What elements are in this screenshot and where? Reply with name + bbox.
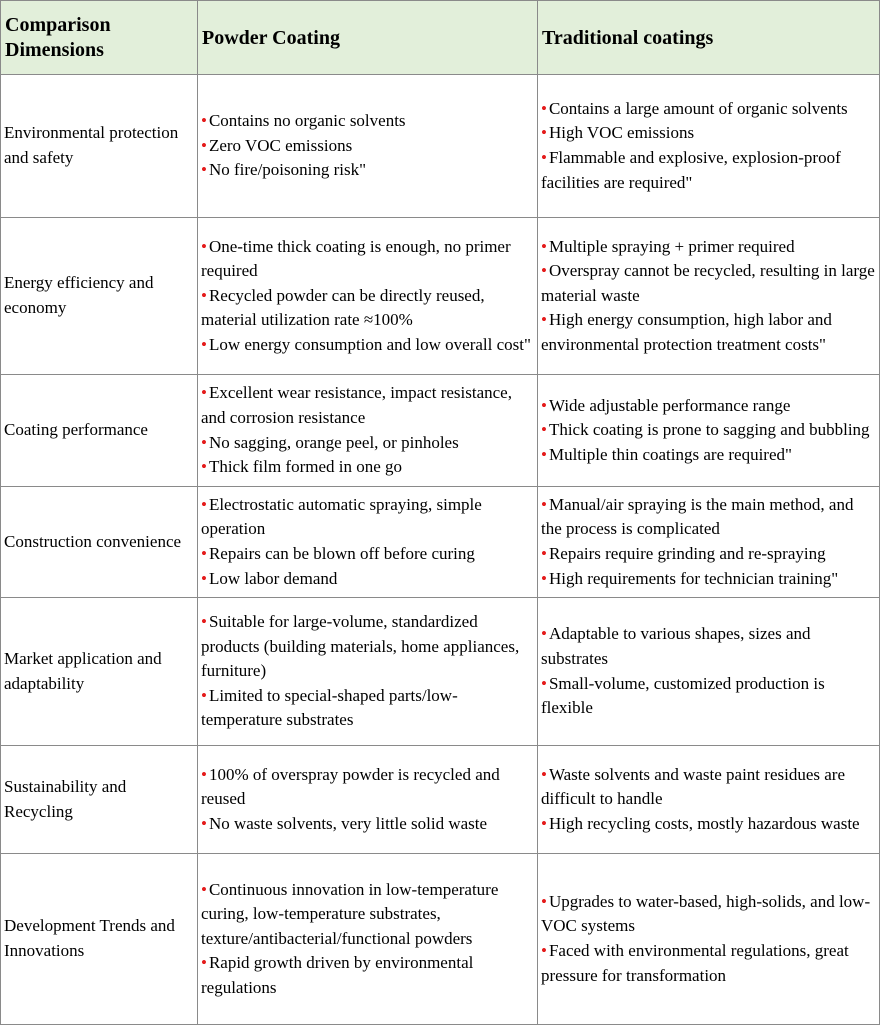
dimension-cell: Energy efficiency and economy (1, 218, 198, 375)
bullet-text: Contains no organic solvents (208, 111, 406, 131)
bullet-text: Thick coating is prone to sagging and bubbling (548, 420, 870, 440)
bullet-dot-icon: • (201, 383, 207, 403)
bullet-dot-icon: • (201, 685, 207, 705)
bullet-item (541, 308, 876, 357)
bullet-dot-icon: • (541, 941, 547, 960)
bullet-item (201, 333, 534, 358)
bullet-item (201, 109, 534, 134)
bullet-text: Multiple spraying + primer required (548, 236, 795, 256)
dimension-cell: Market application and adaptability (1, 598, 198, 746)
bullet-item (201, 134, 534, 159)
bullet-dot-icon: • (541, 891, 547, 911)
dimension-cell: Development Trends and Innovations (1, 854, 198, 1025)
bullet-item (541, 146, 876, 195)
bullet-dot-icon: • (541, 568, 547, 588)
bullet-text: Zero VOC emissions (208, 135, 353, 155)
powder-coating-cell (198, 746, 538, 854)
bullet-text: Limited to special-shaped parts/low-temperature substrates (201, 685, 458, 730)
bullet-item (201, 455, 534, 480)
bullet-dot-icon: • (541, 420, 547, 440)
bullet-text: Adaptable to various shapes, sizes and substrates (541, 624, 811, 668)
bullet-text: No sagging, orange peel, or pinholes (208, 432, 459, 452)
bullet-dot-icon: • (201, 544, 207, 563)
bullet-text: One-time thick coating is enough, no primer required (201, 236, 511, 281)
bullet-dot-icon: • (541, 673, 547, 693)
dimension-cell: Coating performance (1, 375, 198, 487)
powder-coating-cell (198, 218, 538, 375)
bullet-text: High VOC emissions (548, 123, 695, 143)
powder-coating-cell (198, 854, 538, 1025)
traditional-coating-cell (538, 375, 880, 487)
traditional-coating-cell (538, 218, 880, 375)
dimension-cell: Sustainability and Recycling (1, 746, 198, 854)
bullet-item (201, 284, 534, 333)
bullet-text: Repairs require grinding and re-spraying (548, 544, 826, 563)
bullet-dot-icon: • (541, 444, 547, 464)
bullet-text: High energy consumption, high labor and environmental protection treatment costs" (541, 310, 832, 354)
bullet-dot-icon: • (541, 764, 547, 784)
bullet-dot-icon: • (201, 236, 207, 256)
bullet-item (541, 672, 876, 721)
bullet-dot-icon: • (541, 236, 547, 256)
bullet-text: High requirements for technician training" (548, 568, 839, 588)
bullet-item (541, 121, 876, 146)
bullet-text: High recycling costs, mostly hazardous waste (548, 813, 860, 833)
bullet-text: Excellent wear resistance, impact resistance, and corrosion resistance (201, 383, 512, 427)
bullet-dot-icon: • (541, 494, 547, 514)
bullet-item (201, 235, 534, 284)
powder-coating-cell (198, 75, 538, 218)
bullet-dot-icon: • (201, 135, 207, 155)
bullet-dot-icon: • (541, 310, 547, 330)
bullet-item (541, 939, 876, 988)
bullet-dot-icon: • (201, 432, 207, 452)
traditional-coating-cell (538, 75, 880, 218)
bullet-item (201, 878, 534, 952)
header-traditional-coatings: Traditional coatings (538, 1, 880, 75)
bullet-text: Small-volume, customized production is flexible (541, 673, 825, 718)
bullet-item (541, 443, 876, 468)
traditional-coating-cell (538, 487, 880, 598)
bullet-item (201, 158, 534, 183)
bullet-dot-icon: • (541, 98, 547, 118)
bullet-item (541, 418, 876, 443)
bullet-text: Thick film formed in one go (208, 457, 403, 477)
table-row (1, 75, 880, 218)
bullet-text: Low energy consumption and low overall cost" (208, 334, 531, 354)
bullet-item (541, 622, 876, 671)
header-powder-coating: Powder Coating (198, 1, 538, 75)
bullet-dot-icon: • (201, 612, 207, 632)
table-body (1, 75, 880, 1025)
powder-coating-cell (198, 598, 538, 746)
bullet-dot-icon: • (201, 457, 207, 477)
bullet-dot-icon: • (201, 879, 207, 899)
bullet-text: Repairs can be blown off before curing (208, 544, 475, 563)
bullet-item (541, 259, 876, 308)
table-row (1, 854, 880, 1025)
bullet-item (201, 684, 534, 733)
bullet-dot-icon: • (541, 395, 547, 415)
bullet-text: Multiple thin coatings are required" (548, 444, 792, 464)
bullet-text: Contains a large amount of organic solvents (548, 98, 848, 118)
powder-coating-cell (198, 375, 538, 487)
bullet-text: Upgrades to water-based, high-solids, and low-VOC systems (541, 891, 871, 936)
bullet-text: Wide adjustable performance range (548, 395, 791, 415)
bullet-text: Continuous innovation in low-temperature curing, low-temperature substrates, texture/antibacterial/functional powders (201, 879, 499, 948)
dimension-cell: Construction convenience (1, 487, 198, 598)
bullet-text: Suitable for large-volume, standardized products (building materials, home appliances, furniture) (201, 612, 520, 681)
bullet-text: Flammable and explosive, explosion-proof facilities are required" (541, 148, 841, 192)
bullet-text: No waste solvents, very little solid waste (208, 813, 488, 833)
bullet-dot-icon: • (201, 494, 207, 514)
bullet-item (201, 951, 534, 1000)
bullet-text: Faced with environmental regulations, great pressure for transformation (541, 941, 849, 985)
bullet-dot-icon: • (541, 813, 547, 833)
bullet-item (541, 890, 876, 939)
bullet-dot-icon: • (541, 544, 547, 563)
bullet-item (201, 567, 534, 592)
powder-coating-cell (198, 487, 538, 598)
bullet-dot-icon: • (201, 764, 207, 784)
bullet-item (541, 235, 876, 260)
table-row (1, 375, 880, 487)
bullet-dot-icon: • (541, 261, 547, 281)
bullet-text: 100% of overspray powder is recycled and reused (201, 764, 500, 809)
bullet-dot-icon: • (201, 813, 207, 833)
table-row (1, 218, 880, 375)
bullet-text: Overspray cannot be recycled, resulting in large material waste (541, 261, 875, 305)
header-row (1, 1, 880, 75)
bullet-text: Low labor demand (208, 568, 338, 588)
bullet-item (201, 542, 534, 567)
dimension-cell: Environmental protection and safety (1, 75, 198, 218)
table-row (1, 746, 880, 854)
bullet-dot-icon: • (201, 334, 207, 354)
table-row (1, 487, 880, 598)
bullet-text: Rapid growth driven by environmental regulations (201, 953, 474, 997)
bullet-dot-icon: • (201, 568, 207, 588)
bullet-text: No fire/poisoning risk" (208, 160, 367, 180)
bullet-item (201, 431, 534, 456)
bullet-item (541, 812, 876, 837)
bullet-dot-icon: • (201, 160, 207, 180)
bullet-text: Manual/air spraying is the main method, and the process is complicated (541, 494, 854, 539)
header-dimensions: Comparison Dimensions (1, 1, 198, 75)
bullet-item (541, 97, 876, 122)
traditional-coating-cell (538, 854, 880, 1025)
bullet-item (541, 542, 876, 567)
bullet-text: Electrostatic automatic spraying, simple operation (201, 494, 482, 539)
bullet-item (201, 610, 534, 684)
bullet-text: Recycled powder can be directly reused, material utilization rate ≈100% (201, 285, 485, 330)
bullet-item (541, 493, 876, 542)
bullet-item (201, 812, 534, 837)
bullet-item (541, 763, 876, 812)
bullet-dot-icon: • (541, 624, 547, 644)
bullet-item (201, 381, 534, 430)
bullet-dot-icon: • (541, 123, 547, 143)
bullet-item (541, 394, 876, 419)
table-row (1, 598, 880, 746)
bullet-dot-icon: • (201, 111, 207, 131)
bullet-text: Waste solvents and waste paint residues are difficult to handle (541, 764, 845, 809)
bullet-item (201, 763, 534, 812)
traditional-coating-cell (538, 598, 880, 746)
bullet-dot-icon: • (201, 285, 207, 305)
bullet-item (541, 567, 876, 592)
traditional-coating-cell (538, 746, 880, 854)
bullet-dot-icon: • (541, 148, 547, 167)
bullet-dot-icon: • (201, 953, 207, 973)
bullet-item (201, 493, 534, 542)
